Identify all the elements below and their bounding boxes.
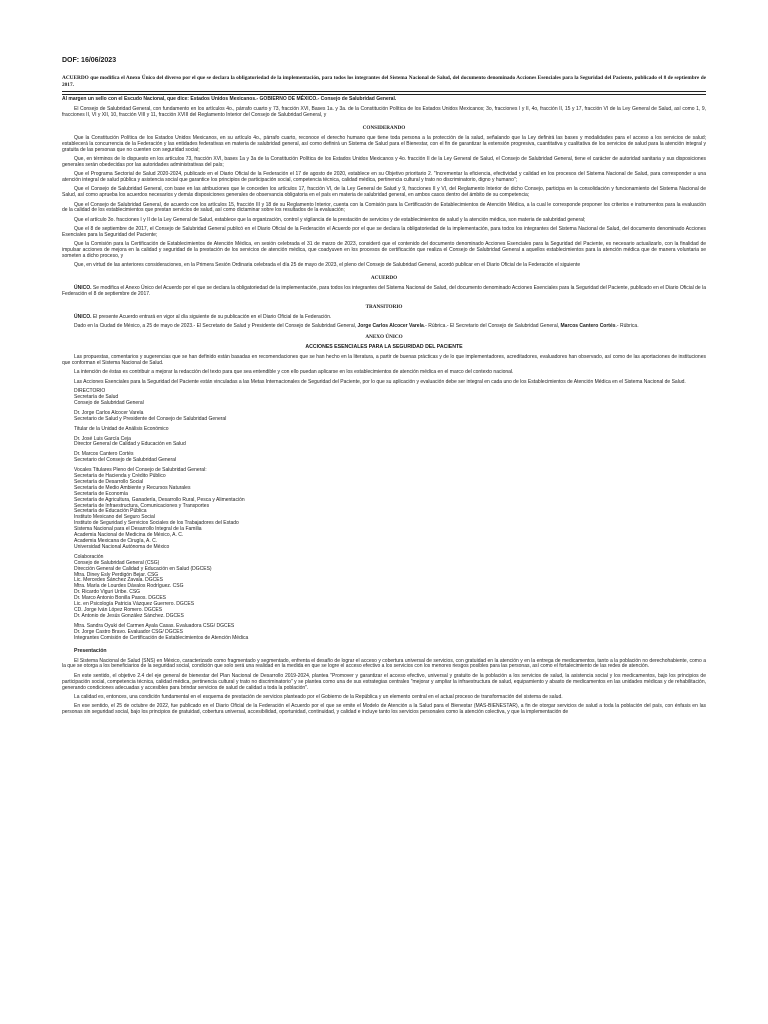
considerando-paragraph: Que el 8 de septiembre de 2017, el Consejo de Salubridad General publicó en el Diario Oficial de la Federación el Acuerdo por el que se declara la obligatoriedad de la implementación, para todos los integrantes del Sistema Nacional de Salud, del documento denominado Acciones Esenciales para la Seguridad del Paciente; — [62, 226, 706, 238]
directorio-group — [74, 389, 706, 407]
considerando-paragraph: Que el Consejo de Salubridad General, de acuerdo con los artículos 15, fracción III y 18 de su Reglamento Interior, cuenta con la Comisión para la Certificación de Establecimientos de Atención Médica, a la cual le corresponde proponer los criterios e instrumentos para la evaluación de la calidad de los establecimientos que prestan servicios de salud, así como dictaminar sobre los resultados de la evaluación; — [62, 201, 706, 214]
signatory-2: Marcos Cantero Cortés — [560, 323, 616, 330]
presentacion-paragraph: En este sentido, el objetivo 2.4 del eje general de bienestar del Plan Nacional de Desarrollo 2019-2024, plantea "Promover y garantizar el acceso efectivo, universal y gratuito de la población a los servicios de salud, la asistencia social y los medicamentos, bajo los principios de participación social, competencia técnica, calidad médica, pertinencia cultural y trato no discriminatorio" y se plantea como una de sus estrategias centrales "mejorar y ampliar la infraestructura de salud, equipamiento y abasto de medicamentos en las unidades médicas y de rehabilitación, generando condiciones adecuadas y accesibles para brindar servicios de salud de calidad a toda la población". — [62, 672, 706, 691]
directorio-line: Lic. Mercedes Sánchez Zavala. DGCES — [74, 577, 163, 584]
anexo-section — [62, 355, 706, 385]
directorio-line: Integrantes Comisión de Certificación de Establecimientos de Atención Médica — [74, 634, 249, 641]
directorio-line: Dr. Marco Antonio Bonilla Pasos. DGCES — [74, 595, 166, 602]
directorio-line: Mtra. María de Lourdes Dávalos Rodríguez. CSG — [74, 583, 184, 590]
directorio-line: Secretaría de Desarrollo Social — [74, 478, 144, 485]
anexo-paragraph: La intención de éstas es contribuir a mejorar la redacción del texto para que sea entendible y con ello puedan aplicarse en los establecimientos de atención médica en el marco del contexto nacional. — [74, 369, 514, 376]
signature-paragraph — [62, 324, 706, 330]
anexo-subheading: ACCIONES ESENCIALES PARA LA SEGURIDAD DEL PACIENTE — [305, 344, 463, 351]
transitorio-heading: TRANSITORIO — [365, 304, 403, 311]
considerandos-section — [62, 136, 706, 269]
directorio-line: Dr. Ricardo Viguri Uribe. CSG — [74, 589, 141, 596]
directorio-line: Academia Nacional de Medicina de México, A. C. — [74, 532, 184, 539]
directorio-line: Secretaría de Salud — [74, 393, 119, 400]
directorio-line: Instituto de Seguridad y Servicios Sociales de los Trabajadores del Estado — [74, 520, 239, 527]
considerando-paragraph: Que, en virtud de las anteriores consideraciones, en la Primera Sesión Ordinaria celebrada el día 25 de mayo de 2023, el pleno del Consejo de Salubridad General, acordó publicar en el Diario Oficial de la Federación el siguiente — [74, 262, 581, 269]
directorio-line: Dirección General de Calidad y Educación en Salud (DGCES) — [74, 565, 212, 572]
directorio-line: Secretario de Salud y Presidente del Consejo de Salubridad General — [74, 415, 227, 422]
transitorio-text: El presente Acuerdo entrará en vigor al día siguiente de su publicación en el Diario Oficial de la Federación. — [91, 314, 332, 321]
directorio-group — [74, 468, 706, 551]
directorio-section — [62, 389, 706, 641]
directorio-line: Dr. Antonio de Jesús González Sánchez. DGCES — [74, 612, 184, 619]
directorio-line: Dr. José Luis García Ceja — [74, 435, 131, 442]
directorio-line: Instituto Mexicano del Seguro Social — [74, 514, 155, 521]
directorio-group — [74, 427, 706, 433]
transitorio-label: ÚNICO. — [74, 314, 92, 321]
directorio-line: Academia Mexicana de Cirugía, A. C. — [74, 538, 158, 544]
directorio-line: Dr. Marcos Cantero Cortés — [74, 451, 134, 458]
directorio-line: Titular de la Unidad de Análisis Económico — [74, 425, 169, 432]
directorio-group — [74, 624, 706, 642]
directorio-line: Consejo de Salubridad General (CSG) — [74, 559, 160, 566]
directorio-line: Mtra. Diney Esly Perdigón Bejar. CSG — [74, 571, 159, 578]
intro-paragraph: El Consejo de Salubridad General, con fundamento en los artículos 4o., párrafo cuarto y 73, fracción XVI, Bases 1a. y 3a. de la Constitución Política de los Estados Unidos Mexicanos; 3o, fracciones I y II, 4o, fracción II, 15 y 17, fracción VI de la Ley General de Salud, así como 1, 9, fracciones II, VI y XII, 10, fracción VIII y 11, fracción XVIII del Reglamento Interior del Consejo de Salubridad General, y — [62, 106, 706, 118]
directorio-line: Dr. Jorge Carlos Alcocer Varela — [74, 409, 144, 416]
anexo-paragraph: Las Acciones Esenciales para la Seguridad del Paciente están vinculadas a las Metas Internacionales de Seguridad del Paciente, por lo que su aplicación y evaluación debe ser integral en cada uno de los Establecimientos de Atención Médica en el Sistema Nacional de Salud. — [74, 378, 686, 385]
publication-date: DOF: 16/06/2023 — [62, 57, 117, 64]
considerando-paragraph: Que el Consejo de Salubridad General, con base en las atribuciones que le conceden los artículos 17, fracción VI, de la Ley General de Salud y 9, fracciones II y VI, del Reglamento Interior de dicho Consejo, participa en la consolidación y funcionamiento del Sistema Nacional de Salud, así como aprueba los acuerdos necesarios y demás disposiciones generales de observancia obligatoria en el país en materia de salubridad general, en ambos casos dentro del ámbito de su competencia; — [62, 186, 706, 199]
unico-label: ÚNICO. — [74, 285, 92, 292]
directorio-line: Secretaría de Infraestructura, Comunicaciones y Transportes — [74, 502, 210, 509]
margin-note: Al margen un sello con el Escudo Nacional, que dice: Estados Unidos Mexicanos.- GOBIERNO DE MÉXICO.- Consejo de Salubridad General. — [62, 96, 397, 103]
directorio-line: Secretaría de Educación Pública — [74, 508, 147, 515]
signature-text-a: Dado en la Ciudad de México, a 25 de mayo de 2023.- El Secretario de Salud y Presidente del Consejo de Salubridad General, — [74, 323, 358, 330]
directorio-line: Dr. Jorge Castro Bravo. Evaluador CSG/ DGCES — [74, 628, 183, 635]
considerando-heading: CONSIDERANDO — [362, 124, 406, 131]
considerando-paragraph: Que la Comisión para la Certificación de Establecimientos de Atención Médica, en sesión celebrada el 31 de marzo de 2023, consideró que el contenido del documento denominado Acciones Esenciales para la Seguridad del Paciente, es necesario actualizarlo, con la finalidad de impulsar acciones de mejora en la calidad y seguridad de la prestación de los servicios de atención médica, que coadyuven en los procesos de certificación que realiza el Consejo de Salubridad General a aquellos establecimientos para la atención médica que de manera voluntaria se someten a dicho proceso, y — [62, 241, 706, 260]
signatory-1: Jorge Carlos Alcocer Varela — [357, 323, 424, 330]
document-title: ACUERDO que modifica el Anexo Único del diverso por el que se declara la obligatoriedad de la implementación, para todos los integrantes del Sistema Nacional de Salud, del documento denominado Acciones Esenciales para la Seguridad del Paciente, publicado el 8 de septiembre de 2017. — [62, 75, 706, 92]
directorio-group — [74, 411, 706, 423]
anexo-heading: ANEXO ÚNICO — [365, 334, 403, 341]
directorio-group — [74, 437, 706, 449]
directorio-line: Universidad Nacional Autónoma de México — [74, 543, 170, 550]
directorio-line: Director General de Calidad y Educación en Salud — [74, 441, 186, 448]
considerando-paragraph: Que el Programa Sectorial de Salud 2020-2024, publicado en el Diario Oficial de la Federación el 17 de agosto de 2020, establece en su Objetivo prioritario 2. "Incrementar la eficiencia, efectividad y calidad en los procesos del Sistema Nacional de Salud, para corresponder a una atención integral de salud pública y asistencia social que garantice los principios de participación social, competencia técnica, calidad médica, pertinencia cultural y trato no discriminatorio, digno y humano"; — [62, 171, 706, 184]
directorio-line: Secretaría de Agricultura, Ganadería, Desarrollo Rural, Pesca y Alimentación — [74, 496, 245, 503]
unico-article — [62, 286, 706, 298]
considerando-paragraph: Que, en términos de lo dispuesto en los artículos 73, fracción XVI, bases 1a y 3a de la Constitución Política de los Estados Unidos Mexicanos y 4o. fracción II de la Ley General de Salud, el Consejo de Salubridad General, tiene el carácter de autoridad sanitaria y sus disposiciones generales serán obedecidas por las autoridades administrativas del país; — [62, 155, 706, 168]
directorio-line: Colaboración — [74, 553, 104, 560]
directorio-line: CD. Jorge Iván López Romero. DGCES — [74, 606, 163, 613]
directorio-line: Secretaría de Economía — [74, 490, 128, 497]
considerando-paragraph: Que la Constitución Política de los Estados Unidos Mexicanos, en su artículo 4o., párrafo cuarto, reconoce el derecho humano que tiene toda persona a la protección de la salud, señalando que la Ley definirá las bases y modalidades para el acceso a los servicios de salud; establecerá la concurrencia de la Federación y las entidades federativas en materia de salubridad general, así como definirá un Sistema de Salud para el Bienestar, con el fin de garantizar la extensión progresiva, cuantitativa y cualitativa de los servicios de salud para la atención integral y gratuita de las personas que no cuenten con seguridad social; — [62, 134, 706, 153]
presentacion-paragraph: El Sistema Nacional de Salud (SNS) en México, caracterizado como fragmentado y segmentado, enfrenta el desafío de lograr el acceso y cobertura universal de servicios, con gratuidad en la atención y en la entrega de medicamentos, tanto a la población no derechohabiente, como a la que se otorga a los beneficiarios de la seguridad social, condición que solo será una realidad en la medida en que se logre el acceso efectivo a los servicios con los menores riesgos posibles para las personas, así como el fortalecimiento de las redes de atención. — [62, 657, 706, 670]
acuerdo-heading: ACUERDO — [370, 275, 398, 282]
directorio-group — [74, 555, 706, 620]
directorio-line: Mtra. Sandra Oyuki del Carmen Ayala Casas. Evaluadora CSG/ DGCES — [74, 622, 235, 629]
anexo-paragraph: Las propuestas, comentarios y sugerencias que se han definido están basadas en recomendaciones que se han hecho en la literatura, a partir de buenas prácticas y de lo que implementadores, acreditadores, evaluadores han observado, así como de las aportaciones de instituciones que conforman el Sistema Nacional de Salud. — [62, 354, 706, 367]
directorio-line: Secretaría de Hacienda y Crédito Público — [74, 473, 166, 480]
directorio-group — [74, 452, 706, 464]
directorio-line: Secretario del Consejo de Salubridad General — [74, 457, 177, 464]
unico-text: Se modifica el Anexo Único del Acuerdo por el que se declara la obligatoriedad de la implementación, para todos los integrantes del Sistema Nacional de Salud, del documento denominado Acciones Esenciales para la Seguridad del Paciente, publicado en el Diario Oficial de la Federación el 8 de septiembre de 2017. — [62, 285, 706, 298]
directorio-line: Secretaría de Medio Ambiente y Recursos Naturales — [74, 484, 191, 491]
signature-text-b: .- Rúbrica.- El Secretario del Consejo de Salubridad General, — [423, 323, 561, 330]
presentacion-paragraph: En ese sentido, el 25 de octubre de 2022, fue publicado en el Diario Oficial de la Federación el Acuerdo por el que se emite el Modelo de Atención a la Salud para el Bienestar (MAS-BIENESTAR), a fin de otorgar servicios de salud a toda la población del país, con énfasis en las personas sin seguridad social, bajo los principios de gratuidad, cobertura universal, accesibilidad, oportunidad, continuidad, y calidad e incluye tanto los servicios personales como la atención colectiva, y que la implementación de — [62, 703, 706, 716]
signature-text-c: .- Rúbrica. — [615, 323, 639, 330]
presentacion-section — [62, 659, 706, 716]
directorio-line: Vocales Titulares Pleno del Consejo de Salubridad General: — [74, 467, 207, 474]
directorio-line: Lic. en Psicología Patricia Vázquez Guerrero. DGCES — [74, 601, 195, 608]
directorio-line: Sistema Nacional para el Desarrollo Integral de la Familia — [74, 526, 202, 533]
directorio-line: Consejo de Salubridad General — [74, 399, 144, 406]
considerando-paragraph: Que el artículo 3o. fracciones I y II de la Ley General de Salud, establece que la organización, control y vigilancia de la prestación de servicios y de establecimientos de salud y la atención médica, son materia de salubridad general; — [74, 216, 586, 223]
presentacion-heading: Presentación — [74, 647, 107, 654]
directorio-line: DIRECTORIO — [74, 388, 106, 395]
presentacion-paragraph: La calidad es, entonces, una condición fundamental en el esquema de prestación de servicios planteado por el Gobierno de la República y un elemento central en el actual proceso de transformación del sistema de salud. — [74, 693, 563, 700]
transitorio-article — [62, 315, 706, 321]
